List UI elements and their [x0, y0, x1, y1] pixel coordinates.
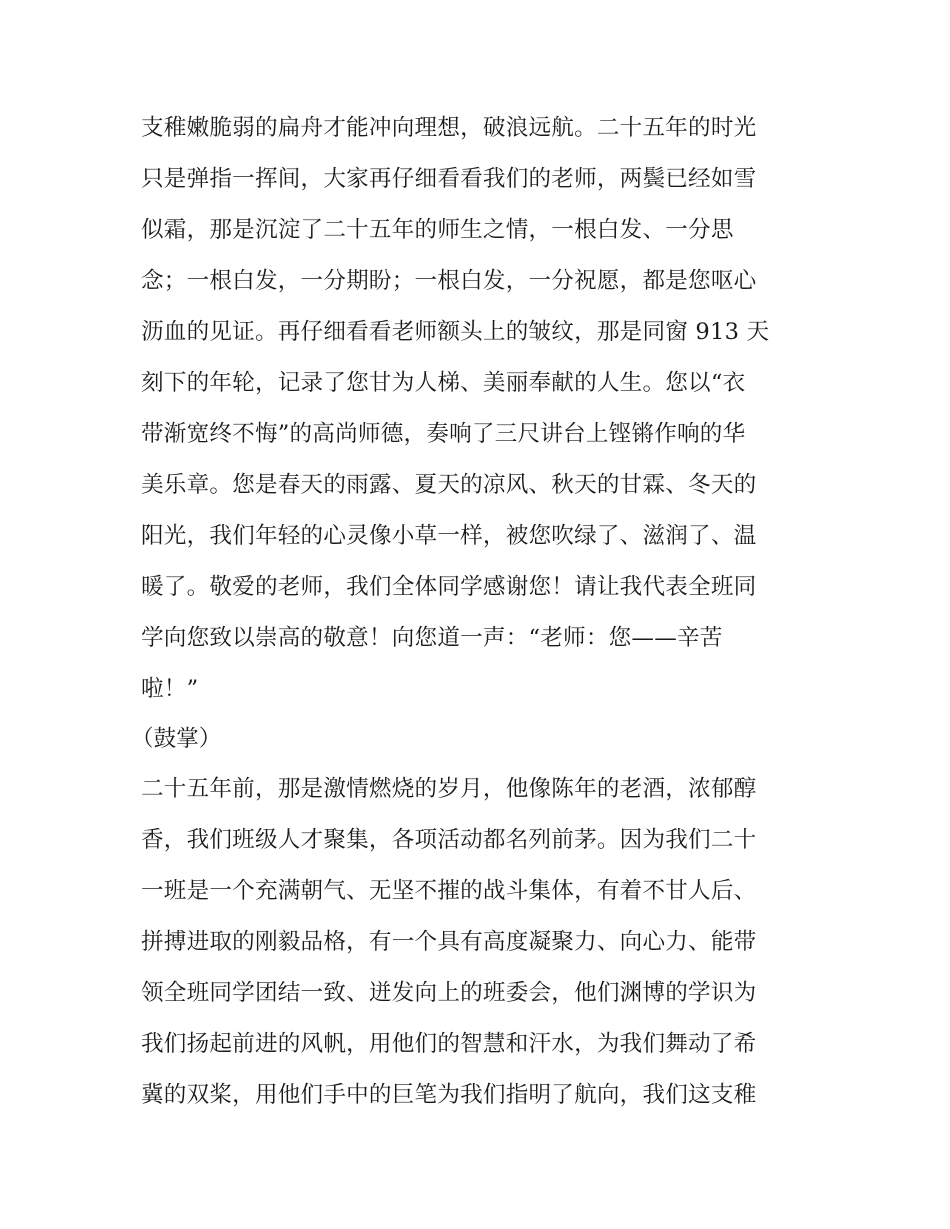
text-line: 我们扬起前进的风帆，用他们的智慧和汗水，为我们舞动了希	[141, 1031, 757, 1057]
text-line: 学向您致以崇高的敬意！向您道一声：“老师：您——辛苦	[141, 625, 723, 651]
text-line: 美乐章。您是春天的雨露、夏天的凉风、秋天的甘霖、冬天的	[141, 472, 757, 498]
text-line: 念；一根白发，一分期盼；一根白发，一分祝愿，都是您呕心	[141, 268, 757, 294]
text-line: 冀的双桨，用他们手中的巨笔为我们指明了航向，我们这支稚	[141, 1082, 757, 1108]
text-line: 二十五年前，那是激情燃烧的岁月，他像陈年的老酒，浓郁醇	[141, 776, 757, 802]
paragraph-class-memories	[141, 764, 813, 1121]
text-line: 拼搏进取的刚毅品格，有一个具有高度凝聚力、向心力、能带	[141, 929, 757, 955]
text-line: 阳光，我们年轻的心灵像小草一样，被您吹绿了、滋润了、温	[141, 523, 757, 549]
text-line: 带渐宽终不悔”的高尚师德，奏响了三尺讲台上铿锵作响的华	[141, 421, 746, 447]
text-line: 只是弹指一挥间，大家再仔细看看我们的老师，两鬓已经如雪	[141, 166, 757, 192]
text-line: 刻下的年轮，记录了您甘为人梯、美丽奉献的人生。您以“衣	[141, 370, 746, 396]
text-line: 一班是一个充满朝气、无坚不摧的战斗集体，有着不甘人后、	[141, 878, 757, 904]
text-line: 领全班同学团结一致、迸发向上的班委会，他们渊博的学识为	[141, 980, 757, 1006]
text-line: 暖了。敬爱的老师，我们全体同学感谢您！请让我代表全班同	[141, 574, 757, 600]
text-line: 香，我们班级人才聚集，各项活动都名列前茅。因为我们二十	[141, 827, 757, 853]
paragraph-tribute-to-teacher	[141, 103, 813, 715]
text-line: 支稚嫩脆弱的扁舟才能冲向理想，破浪远航。二十五年的时光	[141, 115, 757, 141]
text-line: 啦！”	[141, 676, 199, 702]
text-line: 似霜，那是沉淀了二十五年的师生之情，一根白发、一分思	[141, 217, 734, 243]
text-line: 沥血的见证。再仔细看看老师额头上的皱纹，那是同窗 913 天	[141, 319, 770, 345]
applause-stage-direction: （鼓掌）	[131, 726, 222, 752]
